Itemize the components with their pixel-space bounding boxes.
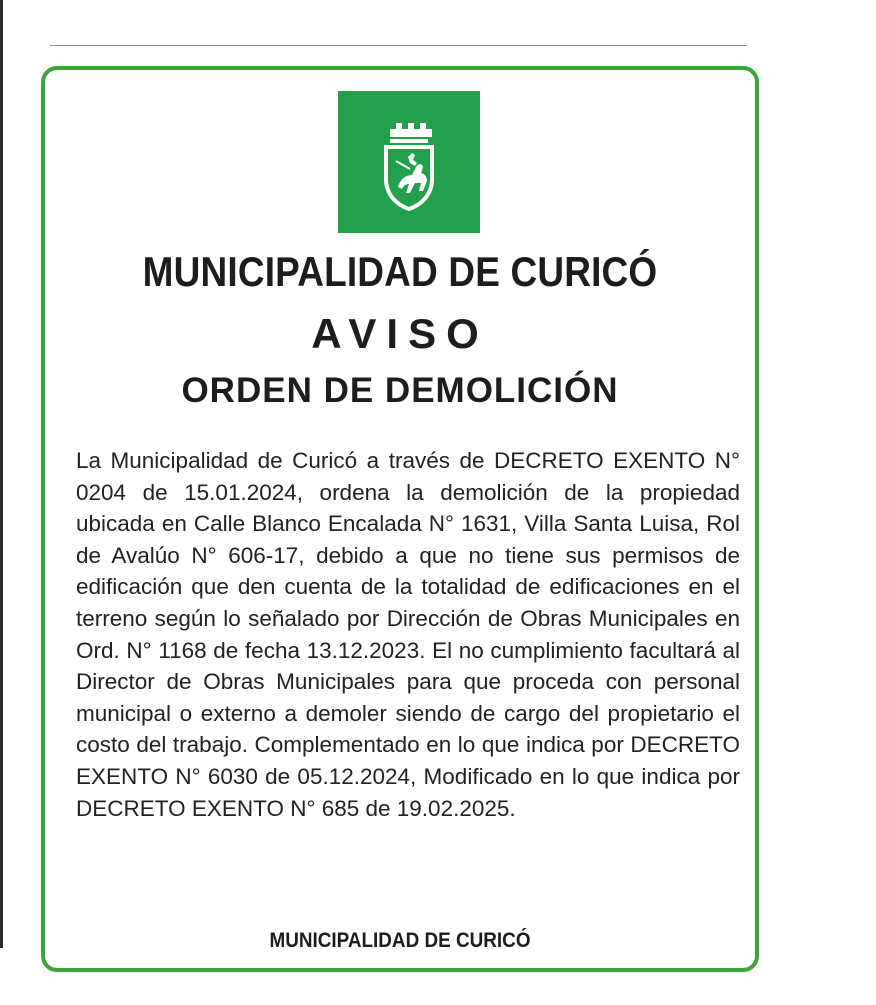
notice-title: MUNICIPALIDAD DE CURICÓ [142, 248, 658, 295]
page-left-edge [0, 0, 3, 948]
top-divider [50, 45, 747, 46]
municipal-coat-of-arms-icon [338, 91, 480, 233]
notice-frame [41, 66, 759, 972]
municipal-logo [338, 91, 480, 233]
notice-subtitle: ORDEN DE DEMOLICIÓN [181, 371, 619, 410]
notice-body: La Municipalidad de Curicó a través de DECRETO EXENTO N° 0204 de 15.01.2024, ordena la demolición de la propiedad ubicada en Calle Blanco Encalada N° 1631, Villa Santa Luisa, Rol de Avalúo N° 606-17, debido a que no tiene sus permisos de edificación que den cuenta de la totalidad de edificaciones en el terreno según lo señalado por Dirección de Obras Municipales en Ord. N° 1168 de fecha 13.12.2023. El no cumplimiento facultará al Director de Obras Municipales para que proceda con personal municipal o externo a demoler siendo de cargo del propietario el costo del trabajo. Complementado en lo que indica por DECRETO EXENTO N° 6030 de 05.12.2024, Modificado en lo que indica por DECRETO EXENTO N° 685 de 19.02.2025. [76, 448, 740, 821]
notice-signature: MUNICIPALIDAD DE CURICÓ [269, 929, 531, 952]
notice-heading: AVISO [311, 310, 489, 357]
